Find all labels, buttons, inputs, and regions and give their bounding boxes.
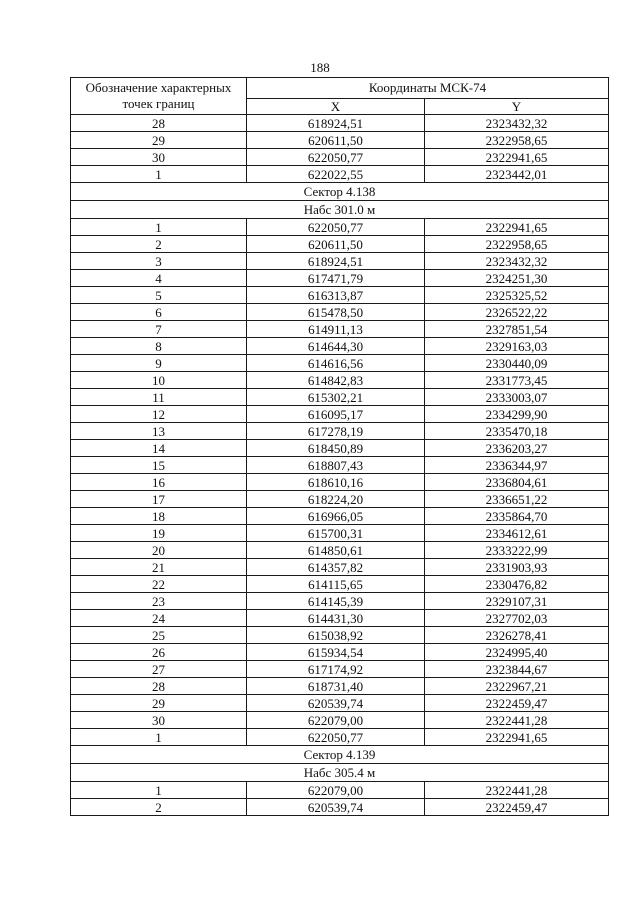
y-coordinate-cell: 2323442,01 [425, 166, 609, 183]
point-id-cell: 28 [71, 115, 247, 132]
table-row [71, 270, 609, 287]
x-coordinate-cell: 614911,13 [247, 321, 425, 338]
point-id-cell: 26 [71, 644, 247, 661]
y-coordinate-cell: 2322441,28 [425, 712, 609, 729]
point-id-cell: 29 [71, 695, 247, 712]
point-id-cell: 16 [71, 474, 247, 491]
point-id-cell: 12 [71, 406, 247, 423]
coordinates-table [70, 77, 609, 816]
table-row [71, 474, 609, 491]
table-row [71, 115, 609, 132]
x-coordinate-cell: 615478,50 [247, 304, 425, 321]
y-coordinate-cell: 2329163,03 [425, 338, 609, 355]
x-coordinate-cell: 615302,21 [247, 389, 425, 406]
table-row [71, 542, 609, 559]
table-row [71, 593, 609, 610]
table-row [71, 219, 609, 236]
point-id-cell: 22 [71, 576, 247, 593]
point-id-cell: 10 [71, 372, 247, 389]
table-row [71, 661, 609, 678]
x-coordinate-cell: 622079,00 [247, 782, 425, 799]
table-row [71, 457, 609, 474]
point-id-cell: 3 [71, 253, 247, 270]
point-id-cell: 14 [71, 440, 247, 457]
x-coordinate-cell: 616966,05 [247, 508, 425, 525]
point-id-cell: 28 [71, 678, 247, 695]
table-row [71, 525, 609, 542]
y-coordinate-cell: 2327702,03 [425, 610, 609, 627]
section-row [71, 183, 609, 201]
section-row [71, 746, 609, 764]
x-coordinate-cell: 618807,43 [247, 457, 425, 474]
x-coordinate-cell: 614115,65 [247, 576, 425, 593]
y-coordinate-cell: 2333003,07 [425, 389, 609, 406]
point-id-cell: 1 [71, 729, 247, 746]
table-row [71, 508, 609, 525]
point-id-cell: 1 [71, 782, 247, 799]
point-id-cell: 11 [71, 389, 247, 406]
table-row [71, 338, 609, 355]
x-coordinate-cell: 620611,50 [247, 132, 425, 149]
y-coordinate-cell: 2336344,97 [425, 457, 609, 474]
point-id-cell: 6 [71, 304, 247, 321]
table-row [71, 712, 609, 729]
table-row [71, 576, 609, 593]
y-coordinate-cell: 2330440,09 [425, 355, 609, 372]
y-coordinate-cell: 2336651,22 [425, 491, 609, 508]
page-number: 188 [310, 60, 330, 75]
x-coordinate-cell: 616095,17 [247, 406, 425, 423]
y-coordinate-cell: 2327851,54 [425, 321, 609, 338]
table-row [71, 253, 609, 270]
x-coordinate-cell: 618731,40 [247, 678, 425, 695]
point-id-cell: 7 [71, 321, 247, 338]
x-coordinate-cell: 614431,30 [247, 610, 425, 627]
x-coordinate-cell: 620539,74 [247, 799, 425, 816]
table-row [71, 355, 609, 372]
table-row [71, 678, 609, 695]
point-id-cell: 30 [71, 712, 247, 729]
point-id-cell: 20 [71, 542, 247, 559]
y-coordinate-cell: 2322941,65 [425, 729, 609, 746]
table-body [71, 115, 609, 816]
table-row [71, 287, 609, 304]
point-id-cell: 21 [71, 559, 247, 576]
x-coordinate-cell: 614616,56 [247, 355, 425, 372]
section-label: Набс 305.4 м [71, 764, 609, 782]
x-coordinate-cell: 618924,51 [247, 115, 425, 132]
point-id-cell: 29 [71, 132, 247, 149]
table-row [71, 799, 609, 816]
table-row [71, 729, 609, 746]
x-coordinate-cell: 618924,51 [247, 253, 425, 270]
table-row [71, 644, 609, 661]
y-coordinate-cell: 2324251,30 [425, 270, 609, 287]
point-id-cell: 27 [71, 661, 247, 678]
x-coordinate-cell: 622050,77 [247, 219, 425, 236]
x-coordinate-cell: 616313,87 [247, 287, 425, 304]
y-coordinate-cell: 2331773,45 [425, 372, 609, 389]
y-coordinate-cell: 2323432,32 [425, 115, 609, 132]
x-coordinate-cell: 614145,39 [247, 593, 425, 610]
point-id-cell: 1 [71, 166, 247, 183]
x-coordinate-cell: 614842,83 [247, 372, 425, 389]
x-coordinate-cell: 622022,55 [247, 166, 425, 183]
y-coordinate-cell: 2336804,61 [425, 474, 609, 491]
point-id-cell: 2 [71, 236, 247, 253]
x-coordinate-cell: 614644,30 [247, 338, 425, 355]
table-row [71, 695, 609, 712]
table-row [71, 491, 609, 508]
y-coordinate-cell: 2323844,67 [425, 661, 609, 678]
x-coordinate-cell: 615700,31 [247, 525, 425, 542]
point-id-cell: 23 [71, 593, 247, 610]
y-coordinate-cell: 2326522,22 [425, 304, 609, 321]
point-id-cell: 5 [71, 287, 247, 304]
table-row [71, 389, 609, 406]
table-row [71, 610, 609, 627]
y-coordinate-cell: 2336203,27 [425, 440, 609, 457]
x-coordinate-cell: 618450,89 [247, 440, 425, 457]
y-coordinate-cell: 2334612,61 [425, 525, 609, 542]
y-coordinate-cell: 2323432,32 [425, 253, 609, 270]
x-coordinate-cell: 614850,61 [247, 542, 425, 559]
x-coordinate-cell: 622050,77 [247, 729, 425, 746]
y-coordinate-cell: 2322941,65 [425, 219, 609, 236]
section-row [71, 764, 609, 782]
table-row [71, 559, 609, 576]
x-coordinate-cell: 622050,77 [247, 149, 425, 166]
x-coordinate-cell: 622079,00 [247, 712, 425, 729]
table-row [71, 132, 609, 149]
section-label: Сектор 4.138 [71, 183, 609, 201]
section-row [71, 201, 609, 219]
table-row [71, 236, 609, 253]
x-coordinate-cell: 617278,19 [247, 423, 425, 440]
point-id-cell: 24 [71, 610, 247, 627]
point-id-cell: 2 [71, 799, 247, 816]
table-row [71, 304, 609, 321]
y-coordinate-cell: 2322958,65 [425, 132, 609, 149]
x-coordinate-cell: 615038,92 [247, 627, 425, 644]
x-coordinate-cell: 615934,54 [247, 644, 425, 661]
point-id-cell: 4 [71, 270, 247, 287]
y-coordinate-cell: 2322941,65 [425, 149, 609, 166]
y-coordinate-cell: 2322441,28 [425, 782, 609, 799]
x-coordinate-cell: 618610,16 [247, 474, 425, 491]
point-id-cell: 17 [71, 491, 247, 508]
x-coordinate-cell: 614357,82 [247, 559, 425, 576]
table-row [71, 406, 609, 423]
y-coordinate-cell: 2329107,31 [425, 593, 609, 610]
y-coordinate-cell: 2334299,90 [425, 406, 609, 423]
y-coordinate-cell: 2335470,18 [425, 423, 609, 440]
table-row [71, 440, 609, 457]
y-coordinate-cell: 2333222,99 [425, 542, 609, 559]
x-coordinate-cell: 620539,74 [247, 695, 425, 712]
point-id-cell: 18 [71, 508, 247, 525]
y-coordinate-cell: 2322459,47 [425, 799, 609, 816]
table-row [71, 782, 609, 799]
y-coordinate-cell: 2335864,70 [425, 508, 609, 525]
y-coordinate-cell: 2330476,82 [425, 576, 609, 593]
table-header [71, 78, 609, 115]
point-id-cell: 9 [71, 355, 247, 372]
y-coordinate-cell: 2324995,40 [425, 644, 609, 661]
y-coordinate-cell: 2331903,93 [425, 559, 609, 576]
table-row [71, 321, 609, 338]
y-coordinate-cell: 2322958,65 [425, 236, 609, 253]
section-label: Набс 301.0 м [71, 201, 609, 219]
section-label: Сектор 4.139 [71, 746, 609, 764]
point-id-cell: 19 [71, 525, 247, 542]
table-row [71, 149, 609, 166]
point-id-cell: 13 [71, 423, 247, 440]
table-row [71, 166, 609, 183]
y-coordinate-cell: 2326278,41 [425, 627, 609, 644]
x-coordinate-cell: 618224,20 [247, 491, 425, 508]
coordinates-system-header: Координаты МСК-74 [247, 78, 609, 99]
x-coordinate-cell: 620611,50 [247, 236, 425, 253]
x-coordinate-cell: 617471,79 [247, 270, 425, 287]
y-coordinate-cell: 2322459,47 [425, 695, 609, 712]
table-row [71, 372, 609, 389]
x-coordinate-cell: 617174,92 [247, 661, 425, 678]
table-row [71, 627, 609, 644]
points-column-header: Обозначение характерных точек границ [71, 78, 247, 115]
y-coordinate-cell: 2322967,21 [425, 678, 609, 695]
table-row [71, 423, 609, 440]
point-id-cell: 1 [71, 219, 247, 236]
point-id-cell: 25 [71, 627, 247, 644]
header-row [71, 78, 609, 99]
x-column-header: X [247, 99, 425, 115]
point-id-cell: 8 [71, 338, 247, 355]
y-coordinate-cell: 2325325,52 [425, 287, 609, 304]
point-id-cell: 30 [71, 149, 247, 166]
point-id-cell: 15 [71, 457, 247, 474]
y-column-header: Y [425, 99, 609, 115]
